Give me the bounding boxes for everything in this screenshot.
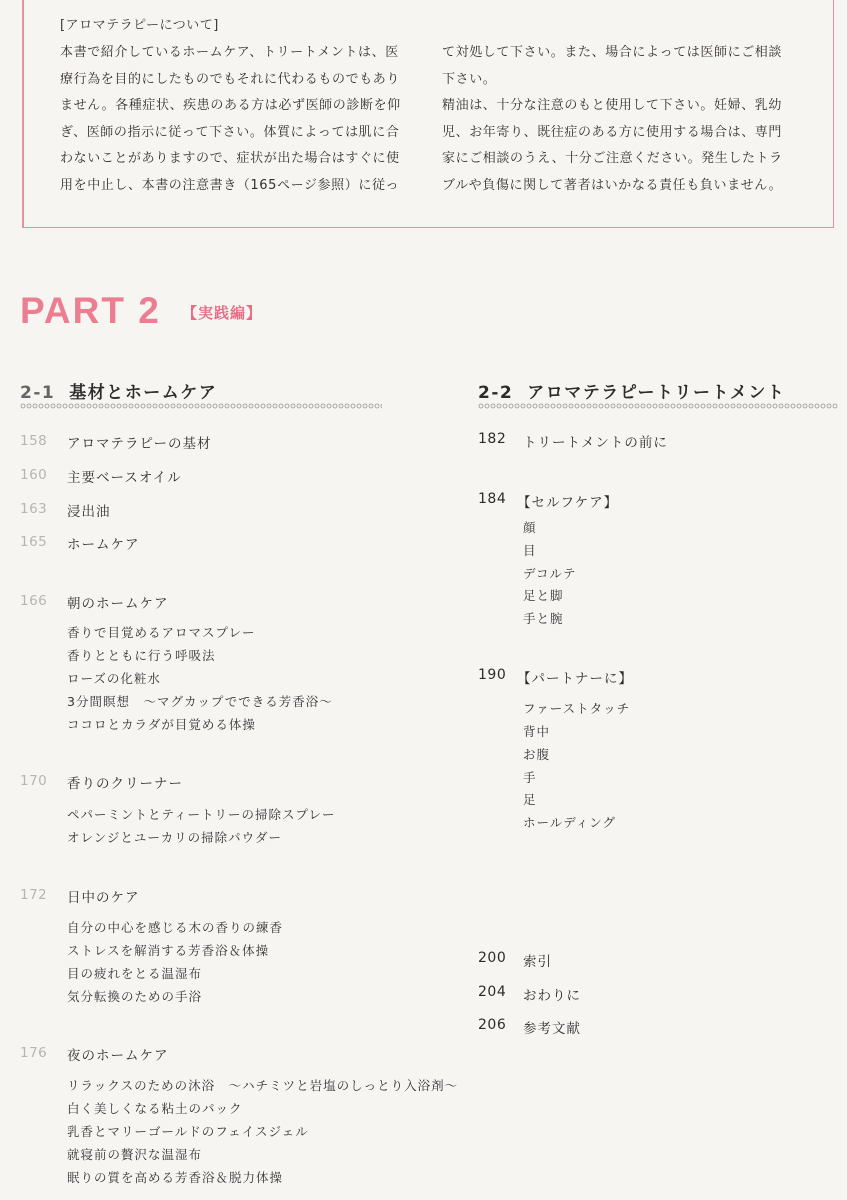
- toc-page-number: 206: [478, 1017, 507, 1033]
- toc-sub-entry: 背中: [523, 724, 551, 739]
- toc-sub-entry: 就寝前の贅沢な温湿布: [67, 1147, 203, 1162]
- notice-line: 精油は、十分な注意のもと使用して下さい。妊婦、乳幼: [442, 98, 783, 113]
- toc-sub-entry: 足と脚: [523, 588, 564, 603]
- part-heading: PART 2: [20, 290, 161, 331]
- notice-box: [22, 0, 834, 228]
- toc-sub-entry: デコルテ: [523, 566, 577, 581]
- toc-entry: 日中のケア: [67, 890, 140, 906]
- toc-page-number: 204: [478, 984, 507, 1000]
- notice-line: 本書で紹介しているホームケア、トリートメントは、医: [60, 45, 399, 60]
- toc-sub-entry: 自分の中心を感じる木の香りの練香: [67, 920, 284, 935]
- toc-page-number: 184: [478, 491, 507, 507]
- section-title: アロマテラピートリートメント: [527, 383, 786, 403]
- toc-sub-entry: ココロとカラダが目覚める体操: [67, 717, 256, 732]
- notice-title: [アロマテラピーについて]: [60, 18, 219, 33]
- toc-page-number: 190: [478, 667, 507, 683]
- toc-page-number: 160: [20, 467, 48, 483]
- toc-sub-entry: 気分転換のための手浴: [67, 989, 203, 1004]
- wavy-divider: [478, 403, 838, 409]
- toc-sub-entry: 足: [523, 792, 537, 807]
- toc-page-number: 163: [20, 501, 48, 517]
- toc-entry: 参考文献: [523, 1021, 581, 1037]
- toc-entry: トリートメントの前に: [523, 435, 668, 451]
- toc-entry: 浸出油: [67, 504, 111, 520]
- notice-line: 下さい。: [442, 71, 497, 87]
- wavy-divider: [20, 403, 382, 409]
- toc-entry: 主要ベースオイル: [67, 470, 182, 486]
- toc-sub-entry: 眠りの質を高める芳香浴＆脱力体操: [67, 1170, 284, 1185]
- notice-line: 児、お年寄り、既往症のある方に使用する場合は、専門: [442, 124, 783, 140]
- toc-page-number: 200: [478, 950, 507, 966]
- toc-sub-entry: お腹: [523, 747, 551, 762]
- toc-sub-entry: オレンジとユーカリの掃除パウダー: [67, 830, 283, 845]
- toc-page-number: 165: [20, 534, 48, 550]
- section-heading-right: [478, 378, 785, 403]
- toc-sub-entry: ローズの化粧水: [67, 671, 161, 686]
- toc-page-number: 172: [20, 887, 48, 903]
- toc-entry: 夜のホームケア: [67, 1048, 169, 1064]
- toc-sub-entry: 手と腕: [523, 611, 564, 626]
- toc-entry: おわりに: [523, 988, 581, 1004]
- toc-sub-entry: 香りで目覚めるアロマスプレー: [67, 625, 256, 640]
- toc-sub-entry: 目の疲れをとる温湿布: [67, 966, 203, 981]
- toc-entry: アロマテラピーの基材: [67, 436, 212, 452]
- section-heading-left: [20, 378, 217, 403]
- section-number: 2-2: [478, 383, 514, 403]
- notice-left-column: [60, 40, 440, 199]
- section-title: 基材とホームケア: [69, 383, 218, 403]
- toc-sub-entry: 顔: [523, 520, 537, 535]
- toc-sub-entry: 白く美しくなる粘土のパック: [67, 1101, 243, 1116]
- notice-line: 療行為を目的にしたものでもそれに代わるものでもあり: [60, 71, 401, 87]
- notice-line: ぎ、医師の指示に従って下さい。体質によっては肌に合: [60, 124, 400, 140]
- part-subtitle: 【実践編】: [182, 304, 263, 322]
- section-number: 2-1: [20, 383, 56, 403]
- toc-sub-entry: 香りとともに行う呼吸法: [67, 648, 216, 663]
- toc-sub-entry: ホールディング: [523, 815, 617, 830]
- toc-sub-entry: ペパーミントとティートリーの掃除スプレー: [67, 807, 336, 822]
- toc-entry: 朝のホームケア: [67, 596, 169, 612]
- notice-line: ません。各種症状、疾患のある方は必ず医師の診断を仰: [60, 98, 401, 113]
- notice-line: 家にご相談のうえ、十分ご注意ください。発生したトラ: [442, 151, 783, 166]
- toc-entry: ホームケア: [67, 537, 140, 553]
- toc-sub-entry: 3分間瞑想 〜マグカップでできる芳香浴〜: [67, 694, 333, 709]
- notice-line: 用を中止し、本書の注意書き（165ページ参照）に従っ: [60, 177, 400, 193]
- toc-sub-entry: ストレスを解消する芳香浴＆体操: [67, 943, 270, 958]
- toc-entry: 【セルフケア】: [517, 495, 619, 511]
- toc-page-number: 176: [20, 1045, 48, 1061]
- toc-sub-entry: 乳香とマリーゴールドのフェイスジェル: [67, 1124, 309, 1139]
- toc-entry: 索引: [523, 954, 552, 970]
- notice-line: ブルや負傷に関して著者はいかなる責任も負いません。: [442, 177, 783, 193]
- notice-line: わないことがありますので、症状が出た場合はすぐに使: [60, 151, 400, 166]
- toc-sub-entry: リラックスのための沐浴 〜ハチミツと岩塩のしっとり入浴剤〜: [67, 1078, 459, 1093]
- toc-page-number: 170: [20, 773, 48, 789]
- notice-line: て対処して下さい。また、場合によっては医師にご相談: [442, 45, 783, 60]
- notice-right-column: [442, 40, 827, 199]
- toc-page-number: 182: [478, 431, 507, 447]
- toc-entry: 【パートナーに】: [517, 671, 633, 687]
- notice-border: [22, 0, 24, 228]
- toc-page-number: 158: [20, 433, 48, 449]
- toc-page-number: 166: [20, 593, 48, 609]
- toc-sub-entry: 手: [523, 770, 537, 785]
- toc-sub-entry: 目: [523, 543, 537, 558]
- toc-entry: 香りのクリーナー: [67, 776, 183, 792]
- toc-sub-entry: ファーストタッチ: [523, 701, 631, 716]
